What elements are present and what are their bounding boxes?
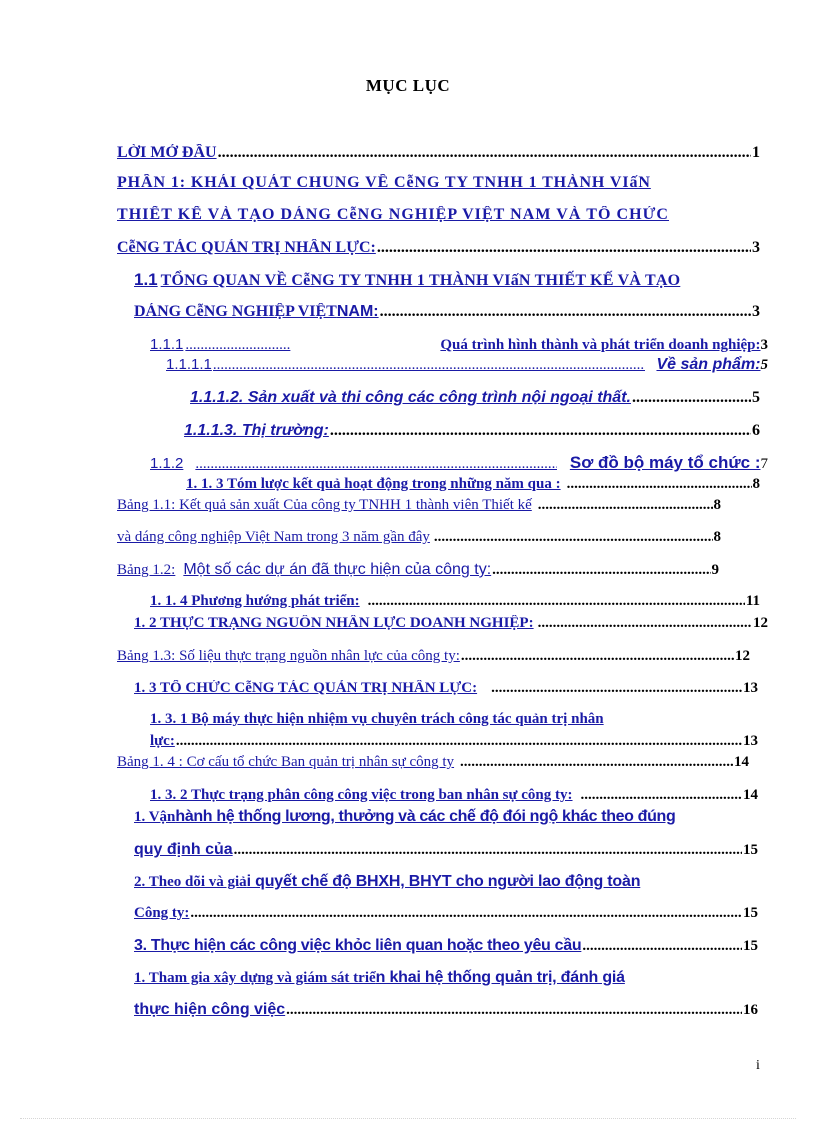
toc-page-number: 6: [752, 422, 760, 439]
dot-leader: [461, 648, 734, 665]
toc-entry-label-tail[interactable]: hành hệ thống lương, thưởng và các chế độ đói ngộ khác theo đúng: [175, 808, 676, 825]
toc-entry-1-1-line1[interactable]: [134, 270, 762, 290]
toc-entry-1-1-1-2[interactable]: [168, 389, 760, 407]
toc-entry-label[interactable]: Bảng 1.3: Số liệu thực trạng nguồn nhân lực của công ty:: [117, 648, 460, 664]
toc-entry-label-tail[interactable]: NAM:: [336, 303, 379, 320]
dot-leader: [491, 680, 742, 697]
dot-leader: [434, 529, 713, 546]
toc-page-number: 8: [713, 497, 721, 513]
toc-entry-label[interactable]: 3. Thực hiện các công việc khỏc liên quan hoặc theo yêu cầu: [134, 937, 582, 954]
toc-entry-phan1-line3[interactable]: [117, 239, 760, 257]
toc-entry-label[interactable]: 1. 2 THỰC TRẠNG NGUỒN NHÂN LỰC DOANH NGHIỆP:: [134, 615, 534, 631]
toc-entry-label[interactable]: PHẦN 1: KHÁI QUÁT CHUNG VỀ CễNG TY TNHH 1 THÀNH VIấN: [117, 174, 651, 191]
toc-entry-bang-1-3[interactable]: [117, 648, 750, 665]
toc-page-number: 13: [743, 680, 758, 696]
toc-entry-label[interactable]: Bảng 1. 4 : Cơ cấu tổ chức Ban quản trị nhân sự công ty: [117, 754, 455, 770]
dot-leader: [195, 456, 556, 473]
toc-entry-bang-1-2[interactable]: [117, 561, 719, 579]
dot-leader: [380, 303, 751, 321]
toc-page-number: 15: [743, 938, 758, 954]
toc-entry-bang-1-4[interactable]: [117, 754, 749, 771]
toc-entry-label[interactable]: 1. Tham gia xây dựng và giám sát triể: [134, 970, 376, 986]
toc-page-number: 8: [713, 529, 721, 545]
dot-leader: [377, 239, 751, 257]
toc-page-number: 12: [735, 648, 750, 664]
toc-entry-item4-line2[interactable]: [134, 1001, 758, 1019]
toc-entry-1-3-2[interactable]: [150, 787, 758, 804]
toc-entry-label[interactable]: Sơ đồ bộ máy tổ chức :: [569, 453, 761, 472]
toc-entry-label[interactable]: Quá trình hình thành và phát triển doanh nghiệp:: [440, 337, 761, 353]
toc-entry-item1-line1[interactable]: [134, 808, 762, 826]
toc-entry-1-1-1-1[interactable]: [166, 356, 768, 374]
toc-entry-item2-line2[interactable]: [134, 905, 758, 922]
toc-entry-item3[interactable]: [134, 937, 758, 955]
toc-entry-label[interactable]: Một số các dự án đã thực hiện của công ty:: [183, 561, 492, 578]
dot-leader: [190, 905, 742, 922]
toc-page-number: 5: [760, 357, 768, 373]
toc-entry-label[interactable]: lực:: [150, 733, 175, 749]
dot-leader: [234, 842, 742, 859]
footer-page-number: i: [756, 1058, 760, 1073]
toc-entry-label[interactable]: 1.1.1.2. Sản xuất và thi công các công trình nội ngoại thất.: [190, 389, 631, 406]
page-bottom-divider: [20, 1118, 796, 1119]
toc-entry-bang-1-1-line1[interactable]: [117, 497, 721, 514]
toc-entry-item2-line1[interactable]: [134, 873, 762, 891]
dot-leader: [492, 562, 710, 579]
toc-entry-label[interactable]: và dáng công nghiệp Việt Nam trong 3 năm gần đây: [117, 529, 430, 545]
toc-page-number: 16: [743, 1002, 758, 1018]
dot-leader: [368, 593, 745, 610]
toc-entry-item1-line2[interactable]: [134, 841, 758, 859]
toc-entry-label[interactable]: 1. 1. 3 Tóm lược kết quả hoạt động trong những năm qua :: [186, 476, 561, 492]
toc-entry-label[interactable]: 1. 3. 1 Bộ máy thực hiện nhiệm vụ chuyên trách công tác quản trị nhân: [150, 711, 604, 727]
toc-entry-label[interactable]: 1. Vận: [134, 809, 176, 825]
toc-entry-loi-mo-dau[interactable]: [117, 144, 760, 162]
dot-leader: [567, 476, 752, 493]
toc-entry-1-2[interactable]: [134, 615, 768, 632]
toc-entry-1-3[interactable]: [134, 680, 758, 697]
toc-entry-label[interactable]: quy định của: [134, 841, 233, 858]
dot-leader: [582, 938, 742, 955]
toc-entry-1-1-4[interactable]: [150, 593, 760, 610]
toc-page-number: 14: [734, 754, 749, 770]
dot-leader: [286, 1002, 742, 1019]
dot-leader: [632, 389, 751, 407]
toc-entry-1-1-1[interactable]: [150, 336, 768, 354]
toc-entry-1-1-3[interactable]: [150, 476, 760, 493]
toc-entry-label[interactable]: Công ty:: [134, 905, 190, 921]
toc-section-number[interactable]: 1.1.2: [150, 455, 184, 472]
toc-entry-1-3-1-line2[interactable]: [150, 733, 758, 750]
toc-section-number[interactable]: 1.1.1: [150, 336, 184, 353]
toc-page-number: 15: [743, 905, 758, 921]
dot-leader: [213, 357, 646, 374]
toc-page-number: 3: [752, 239, 760, 256]
toc-dot-leader-linked[interactable]: ............................: [185, 337, 291, 353]
toc-entry-label[interactable]: LỜI MỞ ĐẦU: [117, 144, 217, 161]
dot-leader: [176, 733, 742, 750]
toc-entry-label-prefix[interactable]: Bảng 1.2:: [117, 562, 176, 578]
toc-entry-label-tail[interactable]: i quyết chế độ BHXH, BHYT cho người lao động toàn: [246, 873, 641, 890]
toc-entry-phan1-line2[interactable]: [117, 206, 762, 224]
toc-entry-label[interactable]: 2. Theo dõi và giả: [134, 874, 247, 890]
toc-page-number: 9: [711, 562, 719, 578]
toc-page-number: 5: [752, 389, 760, 406]
toc-page-number: 15: [743, 842, 758, 858]
toc-entry-label-tail[interactable]: n khai hệ thống quản trị, đánh giá: [375, 969, 625, 986]
toc-entry-label[interactable]: THIẾT KẾ VÀ TẠO DÁNG CễNG NGHIỆP VIỆT NAM VÀ TỔ CHỨC: [117, 206, 670, 223]
toc-entry-label[interactable]: thực hiện công việc: [134, 1001, 286, 1018]
toc-entry-1-1-line2[interactable]: [134, 303, 760, 321]
toc-page-number: 11: [745, 593, 760, 609]
toc-entry-label[interactable]: 1.1.1.3. Thị trường:: [184, 422, 329, 439]
toc-entry-1-1-2[interactable]: [150, 453, 768, 473]
toc-entry-label[interactable]: DÁNG CễNG NGHIỆP VIỆT: [134, 303, 337, 320]
dot-leader: [330, 422, 751, 440]
toc-page-number: 13: [743, 733, 758, 749]
toc-entry-label[interactable]: 1. 1. 4 Phương hướng phát triển:: [150, 593, 360, 609]
dot-leader: [538, 497, 713, 514]
toc-entry-1-1-1-3[interactable]: [168, 422, 760, 440]
dot-leader: [460, 754, 733, 771]
toc-entry-label[interactable]: 1. 3. 2 Thực trạng phân công công việc trong ban nhân sự công ty:: [150, 787, 573, 803]
toc-entry-label[interactable]: CễNG TÁC QUẢN TRỊ NHÂN LỰC:: [117, 239, 376, 256]
toc-entry-1-3-1-line1[interactable]: [150, 711, 762, 728]
dot-leader: [538, 615, 752, 632]
toc-entry-phan1-line1[interactable]: [117, 174, 762, 192]
toc-page-number: 1: [752, 144, 760, 161]
toc-page-number: 7: [760, 456, 768, 472]
toc-page-number: 12: [753, 615, 768, 631]
page-title: MỤC LỤC: [365, 76, 451, 95]
toc-entry-label[interactable]: 1. 3 TỔ CHỨC CễNG TÁC QUẢN TRỊ NHÂN LỰC:: [134, 680, 478, 696]
toc-page-number: 3: [752, 303, 760, 320]
toc-entry-bang-1-1-line2[interactable]: [117, 529, 721, 546]
toc-section-number[interactable]: 1.1.1.1: [166, 356, 212, 373]
toc-page-number: 3: [760, 337, 768, 353]
toc-entry-label[interactable]: Bảng 1.1: Kết quả sản xuất Của công ty TNHH 1 thành viên Thiết kế: [117, 497, 532, 513]
toc-page-number: 14: [743, 787, 758, 803]
toc-section-number[interactable]: 1.1: [134, 270, 158, 289]
toc-page-number: 8: [752, 476, 760, 492]
dot-leader: [581, 787, 742, 804]
toc-entry-label[interactable]: TỔNG QUAN VỀ CễNG TY TNHH 1 THÀNH VIấN THIẾT KẾ VÀ TẠO: [160, 272, 681, 289]
toc-entry-label[interactable]: Về sản phẩm:: [656, 356, 761, 373]
dot-leader: [218, 144, 751, 162]
toc-entry-item4-line1[interactable]: [134, 969, 762, 987]
